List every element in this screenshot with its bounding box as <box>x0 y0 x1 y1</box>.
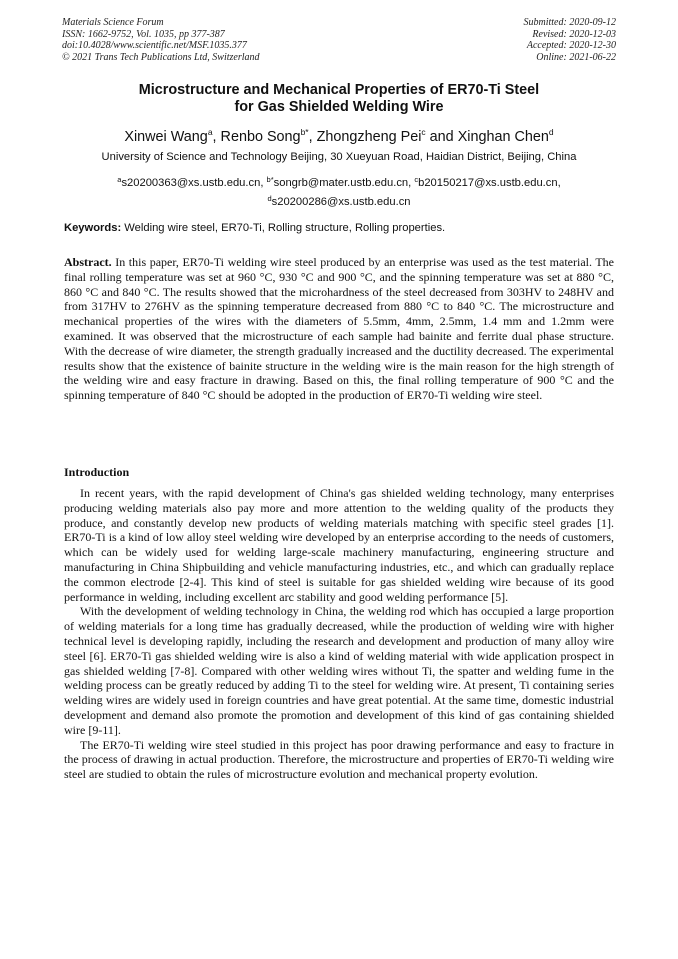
email-d-mark: d <box>267 194 272 203</box>
intro-paragraph-2: With the development of welding technology in China, the welding rod which has occupied a large proportion of welding materials for a long time has gradually decreased, while the production of welding wire with higher technical level is developing rapidly, including the research and development and production of many alloy wire steel [6]. ER70-Ti gas shielded welding wire is also a kind of welding material with wide application prospect in gas shielded welding [7-8]. Compared with other welding wires without Ti, the spatter and welding fume in the welding process can be greatly reduced by adding Ti to the steel for welding wire. At present, Ti containing series welding wires are widely used in foreign countries and have great potential. At the same time, domestic industrial development and demand also promote the promotion and development of this kind of gas containing shielded wire [9-11]. <box>64 604 614 737</box>
keywords-label: Keywords: <box>64 222 122 234</box>
author-4-affil-mark: d <box>548 127 554 137</box>
email-b-mark: b* <box>266 175 274 184</box>
author-separator: , <box>308 129 317 145</box>
email-line-1 <box>40 172 638 191</box>
email-line-2 <box>40 191 638 210</box>
email-a[interactable]: s20200363@xs.ustb.edu.cn, <box>121 177 267 189</box>
intro-paragraph-1: In recent years, with the rapid development of China's gas shielded welding technology, many enterprises producing welding materials also pay more and more attention to the welding quality of the products they produce, and constantly develop new products of welding materials matching with specific steel grades [1]. ER70-Ti is a kind of low alloy steel welding wire developed by an enterprise according to the needs of customers, which can be widely used for welding large-scale machinery manufacturing, engineering structure and manufacturing in China Shipbuilding and vehicle manufacturing industries, etc., and which can gradually replace the common electrode [2-4]. This kind of steel is suitable for gas shielded welding wire because of its good performance in welding, including excellent arc stability and good welding performance [5]. <box>64 486 614 604</box>
author-and: and <box>425 129 458 145</box>
abstract <box>64 255 614 403</box>
email-b[interactable]: songrb@mater.ustb.edu.cn, <box>273 177 415 189</box>
submission-dates <box>524 17 617 63</box>
submitted-date: Submitted: 2020-09-12 <box>523 17 616 28</box>
email-c[interactable]: b20150217@xs.ustb.edu.cn, <box>418 177 561 189</box>
email-a-mark: a <box>117 175 122 184</box>
section-heading-introduction: Introduction <box>64 465 130 479</box>
journal-name: Materials Science Forum <box>62 17 164 28</box>
abstract-text: In this paper, ER70-Ti welding wire steel produced by an enterprise was used as the test material. The final rolling temperature was set at 960 °C, 930 °C and 900 °C, and the spinning temperature was set at 880 °C, 860 °C and 840 °C. The results showed that the microhardness of the steel decreased from 303HV to 248HV and from 317HV to 276HV as the spinning temperature decreased from 880 °C to 840 °C. The microstructure and mechanical properties of the wires with the diameters of 5.5mm, 4mm, 2.5mm, 1.4 mm and 1.2mm were examined. It was observed that the microstructure of each sample had bainite and ferrite dual phase structure. With the decrease of wire diameter, the strength gradually increased and the ductility decreased. The experimental results show that the existence of bainite structure in the welding wire is the main reason for the high strength of the welding wire and easy fracture in drawing. Based on this, the final rolling temperature of 900 °C and the spinning temperature of 840 °C should be adopted in the production of ER70-Ti welding wire steel. <box>64 255 614 403</box>
email-c-mark: c <box>414 175 419 184</box>
author-2: Renbo Song <box>220 129 301 145</box>
title-line-1: Microstructure and Mechanical Properties of ER70-Ti Steel <box>138 82 540 98</box>
author-list <box>40 123 638 146</box>
paper-title <box>40 82 638 116</box>
doi-link[interactable]: doi:10.4028/www.scientific.net/MSF.1035.377 <box>62 40 247 51</box>
email-d[interactable]: s20200286@xs.ustb.edu.cn <box>271 196 411 208</box>
author-1: Xinwei Wang <box>124 129 208 145</box>
introduction-body <box>64 486 614 782</box>
accepted-date: Accepted: 2020-12-30 <box>526 40 616 51</box>
publication-info <box>62 17 260 63</box>
affiliation: University of Science and Technology Beijing, 30 Xueyuan Road, Haidian District, Beijing, China <box>101 151 577 163</box>
author-1-affil-mark: a <box>207 127 213 137</box>
abstract-label: Abstract. <box>64 255 112 269</box>
author-3-affil-mark: c <box>421 127 426 137</box>
copyright-line: © 2021 Trans Tech Publications Ltd, Switzerland <box>62 51 260 63</box>
online-date: Online: 2021-06-22 <box>536 51 616 63</box>
author-emails <box>40 172 638 210</box>
author-4: Xinghan Chen <box>457 129 549 145</box>
title-line-2: for Gas Shielded Welding Wire <box>234 99 444 115</box>
author-2-affil-mark: b* <box>300 127 309 137</box>
revised-date: Revised: 2020-12-03 <box>532 28 616 40</box>
issn-volume: ISSN: 1662-9752, Vol. 1035, pp 377-387 <box>62 28 225 40</box>
keywords <box>64 221 614 235</box>
author-3: Zhongzheng Pei <box>316 129 422 145</box>
author-separator: , <box>212 129 221 145</box>
intro-paragraph-3: The ER70-Ti welding wire steel studied in this project has poor drawing performance and easy to fracture in the process of drawing in actual production. Therefore, the microstructure and properties of ER70-Ti welding wire steel are studied to obtain the rules of microstructure evolution and mechanical property evolution. <box>64 737 614 782</box>
keywords-text: Welding wire steel, ER70-Ti, Rolling structure, Rolling properties. <box>121 222 446 234</box>
